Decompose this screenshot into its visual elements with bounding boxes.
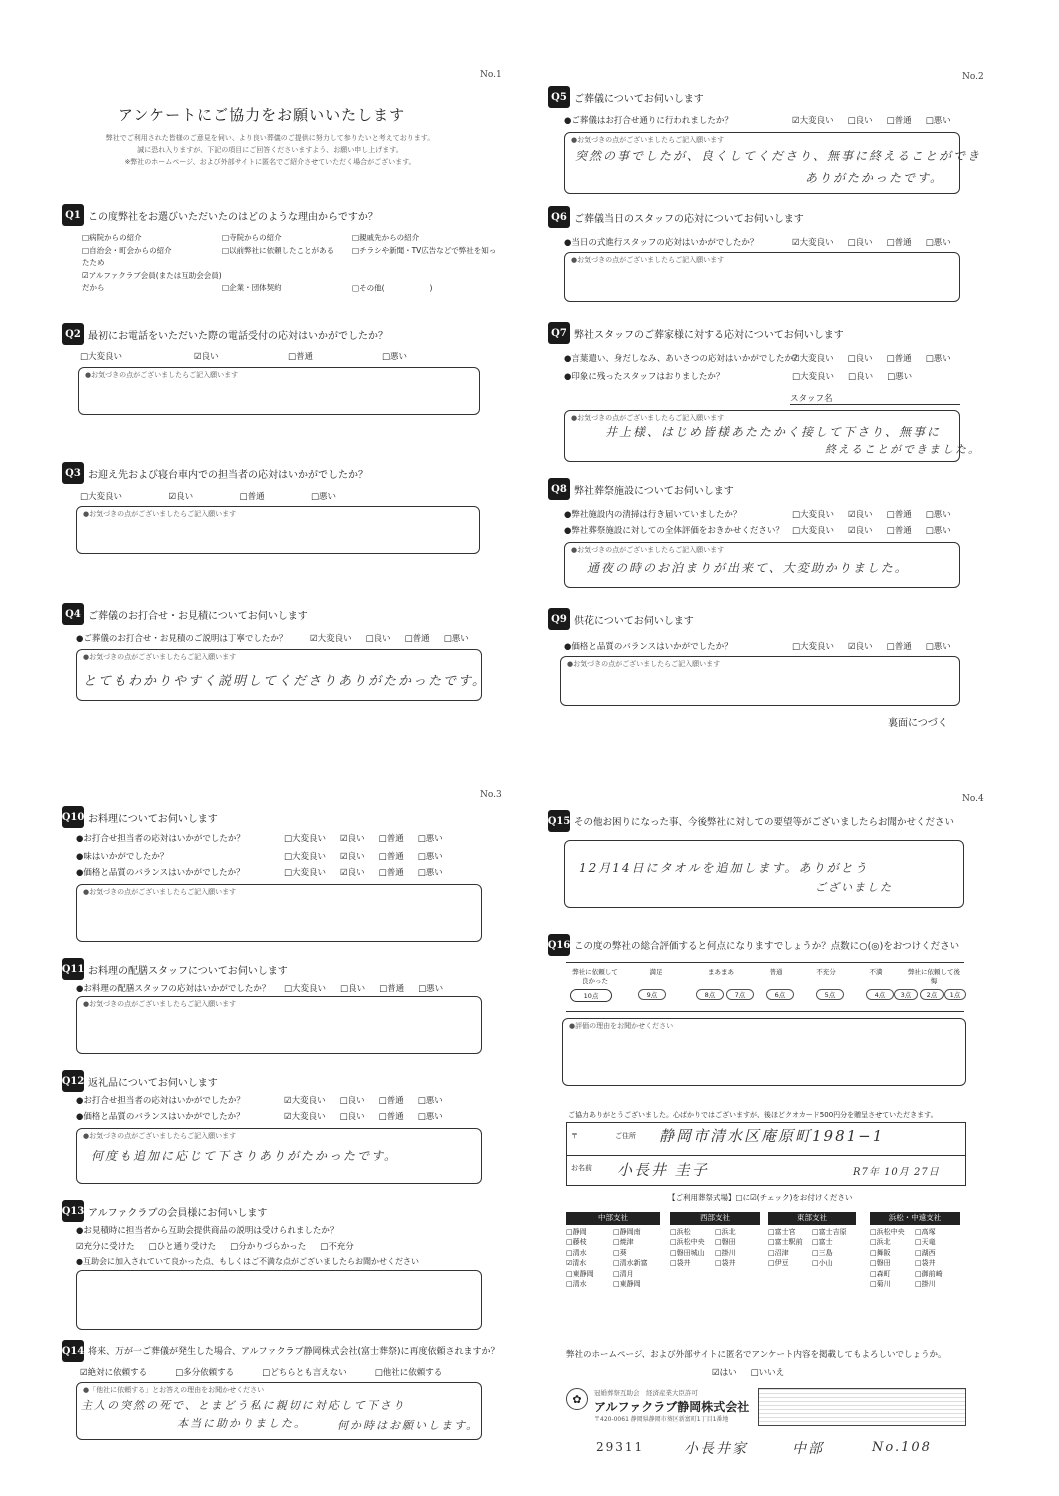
q14-handwritten-line-2: 本当に助かりました。 [177,1417,307,1430]
venue-option[interactable]: □袋井 [715,1259,736,1267]
venue-option[interactable]: □沼津 [768,1248,789,1257]
q7-handwritten-line-2: 終えることができました。 [825,443,981,456]
q8-options-1 [792,508,965,520]
q12-option[interactable]: □良い [339,1112,365,1122]
q3-comment-box[interactable] [76,506,480,554]
q12-option[interactable]: □良い [339,1096,365,1106]
q6-comment-box[interactable] [564,252,960,302]
page-number-3: No.3 [480,790,502,800]
q7-option[interactable]: ☑大変良い [792,354,834,364]
q11-sub: ●お料理の配膳スタッフの応対はいかがでしたか？ [76,984,271,994]
q7-comment-box[interactable] [564,410,981,462]
venue-option[interactable]: □清水 [566,1280,587,1288]
q11-option[interactable]: □大変良い [284,984,327,994]
venue-option[interactable]: □富士宮 [768,1227,796,1236]
venue-option[interactable]: □菊川 [870,1280,891,1288]
q11-options [284,982,457,994]
date-handwritten[interactable]: R7年 10月 27日 [853,1167,940,1178]
q16-scale-label: 満足 [649,968,663,976]
q16-scale-label: 普通 [769,968,783,976]
q3-option[interactable]: □大変良い [80,492,123,502]
q16-score-selected[interactable]: 10点 [570,989,612,1002]
venue-option[interactable]: □浜松中央 [670,1238,705,1246]
q2-option[interactable]: □大変良い [80,352,123,362]
q16-reason-label: ●評価の理由をお聞かせください [569,1022,674,1030]
venue-option[interactable]: □富士駅前 [768,1238,803,1246]
address-label: ご住所 [615,1132,636,1140]
q16-score[interactable]: 2点 [920,989,944,1000]
q6-option[interactable]: □普通 [886,238,912,248]
q15-badge: Q15 [548,810,570,832]
q3-comment-label: ●お気づきの点がございましたらご記入願います [83,510,237,518]
q7-staff-name-label[interactable]: スタッフ名 [790,392,960,405]
venue-option[interactable]: □静岡南 [613,1227,641,1236]
q15-title: その他お困りになった事、今後弊社に対しての要望等がございましたらお聞かせください [574,817,955,828]
page-number-2: No.2 [962,72,984,82]
q8-options-2 [792,524,965,536]
q2-title: 最初にお電話をいただいた際の電話受付の応対はいかがでしたか？ [88,331,388,342]
q7-options-2 [792,370,926,382]
q8-option[interactable]: ☑良い [848,526,873,536]
branch-chubu [566,1212,660,1290]
q8-sub-1: ●弊社施設内の清掃は行き届いていましたか？ [564,510,742,520]
venue-option[interactable]: □三島 [812,1248,833,1257]
publish-options [712,1366,798,1378]
venue-option[interactable]: □袋井 [915,1259,936,1267]
q5-comment-box[interactable] [564,132,982,194]
q9-option[interactable]: □悪い [925,642,951,652]
q3-badge: Q3 [62,462,84,484]
q1-option[interactable]: ☑アルファクラブ会員(または互助会会員)だから [82,270,222,292]
q12-badge: Q12 [62,1070,84,1092]
venue-option[interactable]: □浜北 [715,1227,736,1236]
thanks-note: ご協力ありがとうございました。心ばかりではございますが、後ほどクオカード500円分を贈呈させていただきます。 [568,1111,938,1119]
q1-option[interactable]: □親戚先からの紹介 [352,233,420,242]
q10-option[interactable]: □悪い [417,834,443,844]
q16-score[interactable]: 6点 [766,989,794,1000]
q7-option[interactable]: □悪い [887,372,913,382]
q7-option[interactable]: □良い [847,354,873,364]
q5-badge: Q5 [548,86,570,108]
q1-option[interactable]: □チラシや新聞・TV広告などで弊社を知ったため [82,245,497,267]
q14-option[interactable]: □他社に依頼する [374,1368,443,1378]
venue-option[interactable]: □清水新富 [613,1259,648,1267]
survey-heading: アンケートにご協力をお願いいたします [118,106,406,124]
q12-comment-box[interactable] [76,1128,482,1184]
venue-option[interactable]: □伊豆 [768,1259,789,1267]
q10-option[interactable]: □普通 [378,868,404,878]
venue-option[interactable]: □東静岡 [613,1280,641,1288]
q10-option[interactable]: □普通 [378,834,404,844]
q8-option[interactable]: □悪い [925,510,951,520]
q2-option[interactable]: □普通 [288,352,314,362]
q3-title: お迎え先および寝台車内での担当者の応対はいかがでしたか？ [88,470,368,481]
venue-option[interactable]: □静岡 [566,1227,587,1236]
q7-handwritten-line-1: 井上様、はじめ皆様あたたかく接して下さり、無事に [605,425,942,439]
venue-option[interactable]: □小山 [812,1259,833,1267]
q8-option[interactable]: □普通 [886,526,912,536]
venue-option[interactable]: □掛川 [715,1248,736,1257]
q10-option[interactable]: □悪い [417,852,443,862]
q12-title: 返礼品についてお伺いします [88,1078,218,1089]
q10-option[interactable]: ☑良い [340,852,365,862]
q3-option[interactable]: □普通 [239,492,265,502]
q5-options [792,114,965,126]
continued-on-back: 裏面につづく [888,718,948,729]
venue-option[interactable]: □森町 [870,1269,891,1278]
q7-sub-2: ●印象に残ったスタッフはおりましたか？ [564,372,725,382]
branch-tobu [768,1212,856,1269]
q11-title: お料理の配膳スタッフについてお伺いします [88,966,288,977]
postal-label: 〒 [571,1132,578,1140]
q12-handwritten-comment: 何度も追加に応じて下さりありがたかったです。 [91,1149,399,1163]
q14-option[interactable]: □多分依頼する [175,1368,235,1378]
q4-badge: Q4 [62,603,84,625]
q4-comment-label: ●お気づきの点がございましたらご記入願います [83,653,237,661]
q7-option[interactable]: □大変良い [792,372,835,382]
q4-option[interactable]: □普通 [404,634,430,644]
footer-branch: 中部 [792,1441,824,1457]
venue-option[interactable]: □天竜 [915,1238,936,1246]
q1-option[interactable]: □病院からの紹介 [82,233,142,242]
branch-seibu [670,1212,760,1269]
q8-option[interactable]: ☑良い [848,510,873,520]
q9-comment-box[interactable] [560,656,960,706]
venue-option[interactable]: □富士吉原 [812,1227,847,1236]
q14-option[interactable]: ☑絶対に依頼する [80,1368,148,1378]
q7-sub-1: ●言葉遣い、身だしなみ、あいさつの応対はいかがでしたか？ [564,354,802,364]
q16-reason-box[interactable] [562,1018,966,1086]
q6-title: ご葬儀当日のスタッフの応対についてお伺いします [574,214,804,225]
q16-score-scale [566,962,964,1012]
q4-option[interactable]: ☑大変良い [310,634,352,644]
q10-sub-3: ●価格と品質のバランスはいかがでしたか？ [76,868,245,878]
venue-option[interactable]: □舞阪 [870,1248,891,1257]
q5-comment-label: ●お気づきの点がございましたらご記入願います [571,136,725,144]
q15-handwritten-line-1: 12月14日にタオルを追加します。ありがとう [579,861,869,875]
q8-option[interactable]: □悪い [925,526,951,536]
q9-option[interactable]: □普通 [886,642,912,652]
usage-label: 【ご利用葬祭式場】□に☑(チェック)をお付けください [668,1193,853,1202]
q10-options-1 [284,832,457,844]
q12-comment-label: ●お気づきの点がございましたらご記入願います [83,1132,237,1140]
q9-options [792,640,965,652]
q16-score[interactable]: 8点 [696,989,724,1000]
q6-comment-label: ●お気づきの点がございましたらご記入願います [571,256,725,264]
q10-option[interactable]: □大変良い [284,834,327,844]
q4-handwritten-comment: とてもわかりやすく説明してくださりありがたかったです。 [83,674,487,689]
company-logo-icon: ✿ [566,1388,588,1410]
q12-option[interactable]: ☑大変良い [284,1096,326,1106]
q13-badge: Q13 [62,1200,84,1222]
q8-option[interactable]: □大変良い [792,510,835,520]
venue-option[interactable]: □浜北 [870,1238,891,1246]
q16-score[interactable]: 7点 [726,989,754,1000]
q7-badge: Q7 [548,322,570,344]
q11-comment-label: ●お気づきの点がございましたらご記入願います [83,1000,237,1008]
q15-handwritten-line-2: ございました [815,881,893,894]
venue-option[interactable]: □富士 [812,1238,833,1246]
footer-family-name: 小長井家 [684,1441,748,1457]
q10-option[interactable]: □大変良い [284,852,327,862]
q12-option[interactable]: □悪い [417,1096,443,1106]
q8-title: 弊社葬祭施設についてお伺いします [574,486,734,497]
q8-sub-2: ●弊社葬祭施設に対しての全体評価をおきかせください？ [564,526,784,536]
q13-title: アルファクラブの会員様にお伺いします [88,1208,268,1219]
q3-options [80,490,350,502]
q12-options-2 [284,1110,457,1122]
q12-option[interactable]: □悪い [417,1112,443,1122]
q16-badge: Q16 [548,934,570,956]
branch-chubu-title: 中部支社 [566,1212,660,1225]
survey-intro: 弊社でご利用された皆様のご意見を伺い、より良い葬儀のご提供に努力して参りたいと考えております。 誠に恐れ入りますが、下記の項目にご回答くださいますよう、お願い申し上げます。 ※弊社のホームページ、および外部サイトに匿名でご紹介させていただく場合がございます。 [105,134,435,166]
q10-title: お料理についてお伺いします [88,814,218,825]
q5-handwritten-line-1: 突然の事でしたが、良くしてくださり、無事に終えることができ [575,149,982,163]
q2-options [80,350,421,362]
venue-option[interactable]: □御前崎 [915,1269,943,1278]
q1-options [82,232,502,295]
q11-option[interactable]: □良い [340,984,366,994]
q14-comment-box[interactable] [76,1382,482,1440]
q16-score[interactable]: 1点 [944,989,966,1000]
q13-sub-2: ●互助会に加入されていて良かった点、もしくはご不満な点がございましたらお聞かせください [76,1257,419,1266]
privacy-notice-box [758,1388,966,1426]
q10-option[interactable]: ☑良い [340,868,365,878]
q12-option[interactable]: □普通 [378,1112,404,1122]
q16-score[interactable]: 5点 [816,989,844,1000]
q4-title: ご葬儀のお打合せ・お見積についてお伺いします [88,611,308,622]
q10-comment-label: ●お気づきの点がございましたらご記入願います [83,888,237,896]
q9-badge: Q9 [548,608,570,630]
q5-option[interactable]: ☑大変良い [792,116,834,126]
q1-option[interactable]: □その他( ) [352,283,433,292]
branch-tobu-title: 東部支社 [768,1212,856,1225]
q1-option[interactable]: □企業・団体契約 [222,283,282,292]
q7-comment-label: ●お気づきの点がございましたらご記入願います [571,414,725,422]
q2-comment-label: ●お気づきの点がございましたらご記入願います [85,371,239,379]
q5-handwritten-line-2: ありがたかったです。 [805,171,945,185]
q10-option[interactable]: □悪い [417,868,443,878]
address-handwritten[interactable]: 静岡市清水区庵原町1981−1 [659,1127,885,1145]
q14-option[interactable]: □どちらとも言えない [262,1368,347,1378]
q4-option[interactable]: □良い [365,634,391,644]
q2-option[interactable]: □悪い [382,352,408,362]
q8-handwritten-comment: 通夜の時のお泊まりが出来て、大変助かりました。 [587,561,909,575]
q14-handwritten-line-1: 主人の突然の死で、とまどう私に親切に対応して下さり [81,1399,406,1412]
venue-option[interactable]: □藤枝 [566,1238,587,1246]
q13-options [76,1240,368,1252]
q4-option[interactable]: □悪い [443,634,469,644]
venue-option[interactable]: □掛川 [915,1280,936,1288]
venue-option[interactable]: □高塚 [915,1227,936,1236]
name-label: お名前 [571,1164,592,1172]
q10-option[interactable]: ☑良い [340,834,365,844]
name-handwritten[interactable]: 小長井 圭子 [617,1161,709,1179]
q13-option[interactable]: □不充分 [320,1242,354,1252]
q1-title: この度弊社をお選びいただいたのはどのような理由からですか？ [88,212,378,223]
q4-options [310,632,483,644]
q12-option[interactable]: ☑大変良い [284,1112,326,1122]
q16-score[interactable]: 3点 [894,989,918,1000]
q11-option[interactable]: □普通 [379,984,405,994]
q2-option[interactable]: ☑良い [194,352,219,362]
q13-comment-box[interactable] [76,1270,482,1330]
q9-sub: ●価格と品質のバランスはいかがでしたか？ [564,642,733,652]
q11-comment-box[interactable] [76,996,482,1054]
q14-options [80,1366,456,1378]
company-address: 〒420-0061 静岡県静岡市葵区新富町1丁目1番地 [594,1416,729,1423]
q13-option[interactable]: □分かりづらかった [230,1242,307,1252]
publish-question: 弊社のホームページ、および外部サイトに匿名でアンケート内容を掲載してもよろしいでしょうか。 [566,1350,947,1360]
q1-option[interactable]: □自治会・町会からの紹介 [82,245,172,255]
q5-sub: ●ご葬儀はお打合せ通りに行われましたか？ [564,116,733,126]
q14-handwritten-line-3: 何か時はお願いします。 [337,1419,480,1432]
venue-option[interactable]: □磐田城山 [670,1248,705,1257]
q16-score[interactable]: 4点 [866,989,894,1000]
branch-hamamatsu [870,1212,960,1290]
q15-comment-box[interactable] [564,840,964,908]
q12-option[interactable]: □普通 [378,1096,404,1106]
q6-sub: ●当日の式進行スタッフの応対はいかがでしたか？ [564,238,759,248]
q14-comment-label: ●「他社に依頼する」とお答えの理由をお聞かせください [83,1386,265,1394]
q7-options-1 [792,352,965,364]
page-number-1: No.1 [480,70,502,80]
q8-option[interactable]: □大変良い [792,526,835,536]
q16-scale-label: 不満 [869,968,883,976]
q13-option[interactable]: ☑充分に受けた [76,1242,135,1252]
q9-option[interactable]: □大変良い [792,642,835,652]
q9-option[interactable]: ☑良い [848,642,873,652]
q10-option[interactable]: □大変良い [284,868,327,878]
q10-options-3 [284,866,457,878]
q14-title: 将来、万が一ご葬儀が発生した場合、アルファクラブ静岡株式会社(富士葬祭)に再度依頼されますか？ [88,1347,500,1357]
q8-option[interactable]: □普通 [886,510,912,520]
footer-code: 29311 [596,1440,645,1454]
q6-option[interactable]: □良い [847,238,873,248]
q1-option[interactable]: □以前弊社に依頼したことがある [222,245,335,255]
q12-options-1 [284,1094,457,1106]
q7-option[interactable]: □悪い [925,354,951,364]
q14-badge: Q14 [62,1340,84,1362]
venue-option[interactable]: □清月 [613,1269,634,1278]
respondent-info [566,1122,966,1186]
q1-badge: Q1 [62,204,84,226]
q6-badge: Q6 [548,206,570,228]
venue-option[interactable]: □磐田 [715,1238,736,1246]
q10-badge: Q10 [62,806,84,828]
q5-option[interactable]: □悪い [925,116,951,126]
venue-option[interactable]: □浜松 [670,1227,691,1236]
q3-option[interactable]: □悪い [311,492,337,502]
q12-sub-1: ●お打合せ担当者の応対はいかがでしたか？ [76,1096,245,1106]
footer-number: No.108 [872,1440,932,1455]
q4-sub: ●ご葬儀のお打合せ・お見積のご説明は丁寧でしたか？ [76,634,288,644]
venue-option[interactable]: □浜松中央 [870,1227,905,1236]
q9-title: 供花についてお伺いします [574,616,694,627]
q11-option[interactable]: □悪い [418,984,444,994]
q16-score[interactable]: 9点 [638,989,666,1000]
q10-sub-1: ●お打合せ担当者の応対はいかがでしたか？ [76,834,245,844]
q16-scale-label: 不充分 [816,968,836,976]
q1-option[interactable]: □寺院からの紹介 [222,233,282,242]
q6-option[interactable]: ☑大変良い [792,238,834,248]
venue-option[interactable]: □東静岡 [566,1269,594,1278]
venue-option[interactable]: □袋井 [670,1259,691,1267]
q4-comment-box[interactable] [76,649,487,701]
venue-option[interactable]: □清水 [566,1248,587,1257]
venue-option[interactable]: □湖西 [915,1248,936,1257]
q2-comment-box[interactable] [78,367,480,415]
q7-option[interactable]: □良い [848,372,874,382]
branch-hamamatsu-title: 浜松・中遠支社 [870,1212,960,1225]
q9-comment-label: ●お気づきの点がございましたらご記入願います [567,660,721,668]
q8-badge: Q8 [548,478,570,500]
q8-comment-label: ●お気づきの点がございましたらご記入願います [571,546,725,554]
q11-badge: Q11 [62,958,84,980]
q7-option[interactable]: □普通 [886,354,912,364]
page-number-4: No.4 [962,794,984,804]
q5-option[interactable]: □良い [847,116,873,126]
company-sub: 冠婚葬祭互助会 経済産業大臣許可 [594,1389,698,1397]
q16-scale-label: まあまあ [708,968,734,976]
q16-scale-label: 弊社に依頼して良かった [572,968,618,985]
q10-comment-box[interactable] [76,884,482,942]
venue-option[interactable]: □葵 [613,1248,627,1257]
q12-sub-2: ●価格と品質のバランスはいかがでしたか？ [76,1112,245,1122]
q3-option[interactable]: ☑良い [168,492,194,502]
q2-badge: Q2 [62,323,84,345]
publish-option-yes[interactable]: ☑はい [712,1368,737,1378]
q16-title: この度の弊社の総合評価すると何点になりますでしょうか？点数に○(◎)をおつけください [574,941,960,952]
q10-options-2 [284,850,457,862]
q5-title: ご葬儀についてお伺いします [574,94,704,105]
branch-seibu-title: 西部支社 [670,1212,760,1225]
company-name: アルファクラブ静岡株式会社 [594,1400,750,1414]
q13-sub-1: ●お見積時に担当者から互助会提供商品の説明は受けられましたか？ [76,1226,339,1236]
q5-option[interactable]: □普通 [886,116,912,126]
venue-option[interactable]: □焼津 [613,1238,634,1246]
q6-option[interactable]: □悪い [925,238,951,248]
q16-scale-label: 弊社に依頼して後悔 [908,968,960,985]
venue-option[interactable]: □磐田 [870,1259,891,1267]
q6-options [792,236,965,248]
q13-option[interactable]: □ひと通り受けた [148,1242,217,1252]
publish-option-no[interactable]: □いいえ [750,1368,785,1378]
q10-option[interactable]: □普通 [378,852,404,862]
q8-comment-box[interactable] [564,542,960,588]
q7-title: 弊社スタッフのご葬家様に対する応対についてお伺いします [574,330,844,341]
q10-sub-2: ●味はいかがでしたか？ [76,852,169,862]
venue-option[interactable]: ☑清水 [566,1259,587,1267]
